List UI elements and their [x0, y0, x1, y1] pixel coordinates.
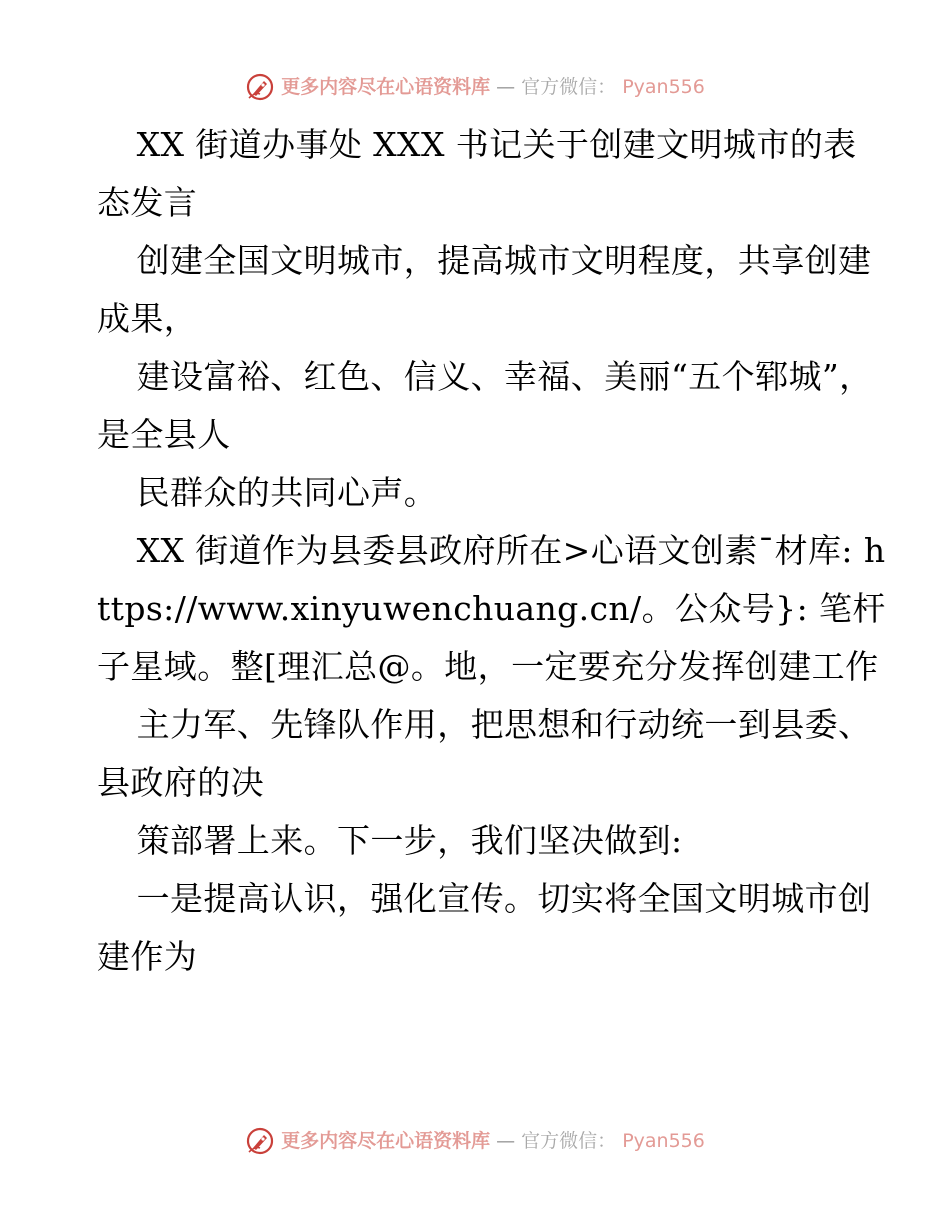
paragraph: 建设富裕、红色、信义、幸福、美丽“五个郓城”，是全县人: [97, 357, 873, 454]
paragraph: XX 街道作为县委县政府所在>心语文创素¯材库: https://www.xinyuwenchuang.cn/。公众号}: 笔杆子星域。整[理汇总@。地，一定要充分发挥创建工作: [97, 531, 886, 686]
header-watermark: [0, 72, 950, 102]
pen-nib-logo-icon: [245, 72, 275, 102]
paragraph: 主力军、先锋队作用，把思想和行动统一到县委、县政府的决: [97, 705, 872, 802]
paragraph: 策部署上来。下一步，我们坚决做到:: [136, 821, 683, 860]
document-title: XX 街道办事处 XXX 书记关于创建文明城市的表态发言: [97, 125, 857, 222]
watermark-label: 官方微信：: [521, 76, 617, 98]
watermark-separator: —: [496, 1130, 516, 1152]
footer-watermark: [0, 1126, 950, 1156]
paragraph: 创建全国文明城市，提高城市文明程度，共享创建成果，: [97, 241, 872, 338]
paragraph: 一是提高认识，强化宣传。切实将全国文明城市创建作为: [97, 879, 872, 976]
watermark-account-id: Pyan556: [622, 1130, 705, 1152]
document-body: [97, 116, 887, 986]
watermark-account-id: Pyan556: [622, 76, 705, 98]
watermark-separator: —: [496, 76, 516, 98]
paragraph: 民群众的共同心声。: [136, 473, 438, 512]
watermark-label: 官方微信：: [521, 1130, 617, 1152]
pen-nib-logo-icon: [245, 1126, 275, 1156]
watermark-brand-text: 更多内容尽在心语资料库: [281, 1130, 491, 1152]
watermark-brand-text: 更多内容尽在心语资料库: [281, 76, 491, 98]
